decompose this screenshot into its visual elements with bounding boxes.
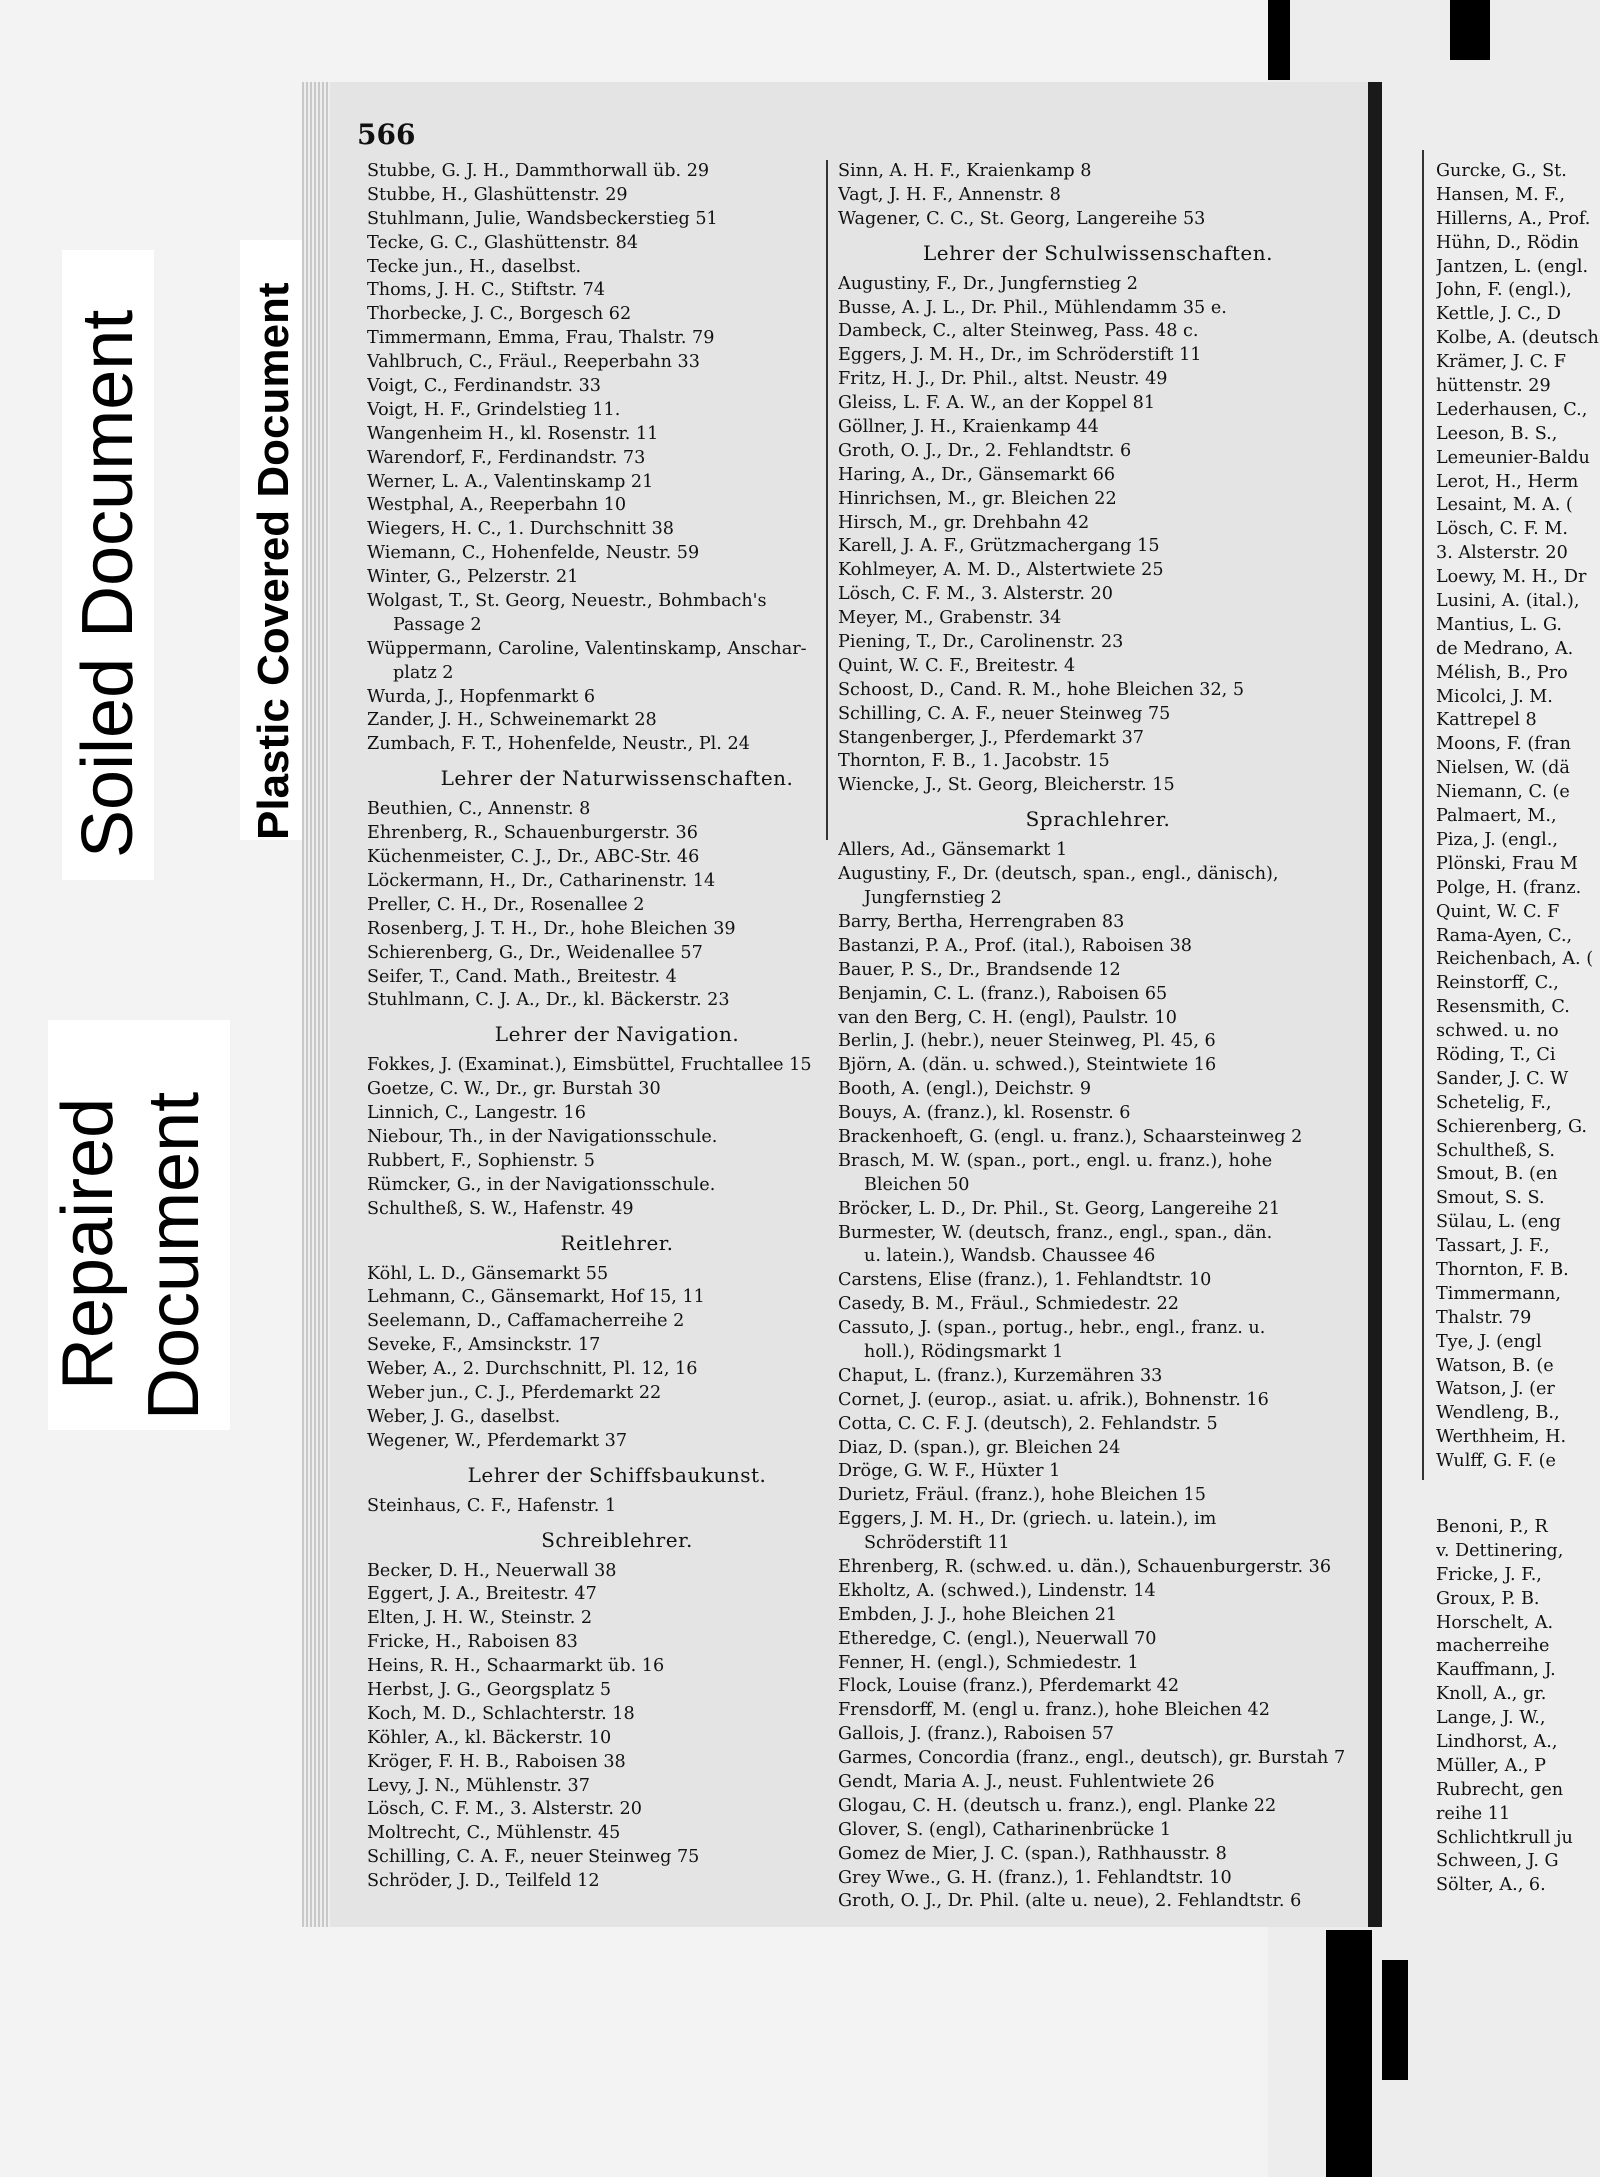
directory-entry: Preller, C. H., Dr., Rosenallee 2 — [367, 894, 645, 915]
plastic-covered-label: Plastic Covered Document — [249, 282, 298, 840]
directory-entry: Tye, J. (engl — [1436, 1331, 1542, 1352]
directory-entry: Loewy, M. H., Dr — [1436, 567, 1587, 588]
directory-entry: Wendleng, B., — [1436, 1403, 1560, 1424]
directory-entry: Watson, J. (er — [1436, 1379, 1555, 1400]
directory-entry: Müller, A., P — [1436, 1755, 1546, 1776]
directory-entry: Benjamin, C. L. (franz.), Raboisen 65 — [838, 983, 1168, 1004]
section-heading: Lehrer der Naturwissenschaften. — [440, 766, 794, 791]
directory-entry: Zumbach, F. T., Hohenfelde, Neustr., Pl. 24 — [367, 734, 750, 755]
directory-entry: Carstens, Elise (franz.), 1. Fehlandtstr. 10 — [838, 1270, 1212, 1291]
directory-entry: Lederhausen, C., — [1436, 399, 1588, 420]
directory-entry: Björn, A. (dän. u. schwed.), Steintwiete 16 — [838, 1055, 1217, 1076]
directory-entry: Bleichen 50 — [864, 1174, 970, 1195]
directory-entry: Hirsch, M., gr. Drehbahn 42 — [838, 512, 1090, 533]
black-tape-bottom-right — [1382, 1960, 1408, 2080]
directory-entry: Seifer, T., Cand. Math., Breitestr. 4 — [367, 966, 677, 987]
directory-entry: Cotta, C. C. F. J. (deutsch), 2. Fehlandstr. 5 — [838, 1413, 1218, 1434]
directory-entry: Kettle, J. C., D — [1436, 304, 1562, 325]
directory-entry: Resensmith, C. — [1436, 997, 1570, 1018]
directory-entry: Schween, J. G — [1436, 1851, 1559, 1872]
directory-entry: Lösch, C. F. M. — [1436, 519, 1568, 540]
directory-entry: Gurcke, G., St. — [1436, 161, 1567, 181]
directory-entry: Rama-Ayen, C., — [1436, 925, 1573, 946]
directory-entry: Seelemann, D., Caffamacherreihe 2 — [367, 1311, 685, 1332]
directory-entry: Mantius, L. G. — [1436, 614, 1562, 635]
directory-entry: Leeson, B. S., — [1436, 423, 1558, 444]
directory-entry: Sinn, A. H. F., Kraienkamp 8 — [838, 161, 1092, 181]
directory-entry: Ehrenberg, R., Schauenburgerstr. 36 — [367, 823, 698, 844]
directory-entry: Watson, B. (e — [1436, 1355, 1554, 1376]
directory-entry: Fenner, H. (engl.), Schmiedestr. 1 — [838, 1652, 1139, 1673]
directory-entry: Stuhlmann, Julie, Wandsbeckerstieg 51 — [367, 208, 718, 229]
directory-entry: Glogau, C. H. (deutsch u. franz.), engl. Planke 22 — [838, 1795, 1277, 1816]
directory-entry: Stangenberger, J., Pferdemarkt 37 — [838, 727, 1144, 748]
directory-entry: Eggers, J. M. H., Dr., im Schröderstift 11 — [838, 345, 1202, 366]
black-tape-top — [1268, 0, 1290, 80]
repaired-label-line2: Document — [134, 1091, 214, 1420]
directory-entry: Tassart, J. F., — [1436, 1236, 1550, 1257]
directory-entry: Weber jun., C. J., Pferdemarkt 22 — [367, 1382, 662, 1403]
directory-entry: reihe 11 — [1436, 1803, 1511, 1824]
directory-entry: Quint, W. C. F., Breitestr. 4 — [838, 655, 1076, 676]
section-heading: Lehrer der Schulwissenschaften. — [923, 240, 1273, 265]
directory-entry: Stuhlmann, C. J. A., Dr., kl. Bäckerstr. 23 — [367, 990, 730, 1011]
directory-entry: Barry, Bertha, Herrengraben 83 — [838, 911, 1125, 932]
directory-entry: Köhl, L. D., Gänsemarkt 55 — [367, 1263, 609, 1284]
directory-entry: Goetze, C. W., Dr., gr. Burstah 30 — [367, 1079, 661, 1100]
directory-entry: Glover, S. (engl), Catharinenbrücke 1 — [838, 1819, 1172, 1840]
black-tape-top-right — [1450, 0, 1490, 60]
directory-entry: Smout, B. (en — [1436, 1164, 1558, 1185]
directory-entry: Vagt, J. H. F., Annenstr. 8 — [838, 184, 1061, 205]
right-page-rule — [1422, 150, 1424, 1480]
directory-entry: Plönski, Frau M — [1436, 853, 1578, 874]
directory-entry: Cornet, J. (europ., asiat. u. afrik.), Bohnenstr. 16 — [838, 1389, 1269, 1410]
directory-entry: Durietz, Fräul. (franz.), hohe Bleichen 15 — [838, 1485, 1206, 1506]
directory-entry: Dröge, G. W. F., Hüxter 1 — [838, 1461, 1061, 1482]
directory-entry: Werthheim, H. — [1436, 1427, 1567, 1448]
directory-entry: Köhler, A., kl. Bäckerstr. 10 — [367, 1727, 612, 1748]
directory-entry: Werner, L. A., Valentinskamp 21 — [367, 471, 654, 492]
directory-entry: Eggert, J. A., Breitestr. 47 — [367, 1584, 597, 1605]
directory-entry: Thorbecke, J. C., Borgesch 62 — [367, 304, 632, 325]
directory-entry: Thornton, F. B., 1. Jacobstr. 15 — [838, 751, 1110, 772]
directory-entry: Diaz, D. (span.), gr. Bleichen 24 — [838, 1437, 1121, 1458]
page-edge — [302, 82, 330, 1927]
directory-entry: Heins, R. H., Schaarmarkt üb. 16 — [367, 1656, 665, 1677]
directory-entry: Eggers, J. M. H., Dr. (griech. u. latein.), im — [838, 1509, 1217, 1530]
directory-entry: Lösch, C. F. M., 3. Alsterstr. 20 — [838, 584, 1113, 605]
directory-entry: Warendorf, F., Ferdinandstr. 73 — [367, 447, 646, 468]
directory-entry: Wangenheim H., kl. Rosenstr. 11 — [367, 423, 659, 444]
directory-entry: Brasch, M. W. (span., port., engl. u. franz.), hohe — [838, 1150, 1273, 1171]
directory-entry: Vahlbruch, C., Fräul., Reeperbahn 33 — [367, 352, 700, 373]
directory-entry: Flock, Louise (franz.), Pferdemarkt 42 — [838, 1676, 1180, 1697]
directory-entry: Garmes, Concordia (franz., engl., deutsch), gr. Burstah 7 — [838, 1748, 1346, 1769]
directory-entry: Wiemann, C., Hohenfelde, Neustr. 59 — [367, 543, 700, 564]
directory-entry: Hühn, D., Rödin — [1436, 232, 1579, 253]
directory-entry: Göllner, J. H., Kraienkamp 44 — [838, 417, 1099, 438]
directory-entry: Etheredge, C. (engl.), Neuerwall 70 — [838, 1628, 1157, 1649]
book-gutter — [1368, 82, 1382, 1927]
directory-entry: Grey Wwe., G. H. (franz.), 1. Fehlandtstr. 10 — [838, 1867, 1232, 1888]
directory-entry: Tecke jun., H., daselbst. — [367, 256, 582, 277]
directory-entry: Groth, O. J., Dr. Phil. (alte u. neue), 2. Fehlandtstr. 6 — [838, 1891, 1302, 1912]
directory-entry: Levy, J. N., Mühlenstr. 37 — [367, 1775, 590, 1796]
directory-entry: Lehmann, C., Gänsemarkt, Hof 15, 11 — [367, 1287, 705, 1308]
directory-entry: Rubbert, F., Sophienstr. 5 — [367, 1150, 595, 1171]
directory-entry: Winter, G., Pelzerstr. 21 — [367, 567, 579, 588]
directory-entry: Schoost, D., Cand. R. M., hohe Bleichen 32, 5 — [838, 679, 1245, 700]
section-heading: Schreiblehrer. — [541, 1527, 693, 1552]
directory-entry: Fricke, H., Raboisen 83 — [367, 1632, 578, 1653]
directory-entry: Seveke, F., Amsinckstr. 17 — [367, 1335, 601, 1356]
directory-entry: v. Dettinering, — [1436, 1540, 1564, 1561]
directory-entry: Embden, J. J., hohe Bleichen 21 — [838, 1604, 1118, 1625]
directory-entry: Fritz, H. J., Dr. Phil., altst. Neustr. 49 — [838, 369, 1168, 390]
directory-entry: Karell, J. A. F., Grützmachergang 15 — [838, 536, 1160, 557]
directory-entry: Lange, J. W., — [1436, 1708, 1546, 1729]
directory-entry: Steinhaus, C. F., Hafenstr. 1 — [367, 1495, 617, 1516]
directory-entry: Wiencke, J., St. Georg, Bleicherstr. 15 — [838, 775, 1175, 796]
directory-entry: Schetelig, F., — [1436, 1092, 1552, 1113]
directory-entry: Fricke, J. F., — [1436, 1564, 1542, 1585]
directory-entry: Weber, A., 2. Durchschnitt, Pl. 12, 16 — [367, 1359, 698, 1380]
directory-entry: Lusini, A. (ital.), — [1436, 591, 1580, 612]
directory-entry: Hansen, M. F., — [1436, 184, 1565, 205]
directory-entry: Knoll, A., gr. — [1436, 1684, 1547, 1705]
directory-entry: van den Berg, C. H. (engl), Paulstr. 10 — [838, 1007, 1177, 1028]
directory-entry: Wurda, J., Hopfenmarkt 6 — [367, 686, 596, 707]
directory-entry: Lindhorst, A., — [1436, 1732, 1558, 1752]
middle-column — [838, 160, 1358, 1914]
directory-entry: Meyer, M., Grabenstr. 34 — [838, 608, 1062, 629]
directory-entry: Schröderstift 11 — [864, 1533, 1010, 1554]
directory-entry: Lerot, H., Herm — [1436, 471, 1579, 492]
directory-entry: Bauer, P. S., Dr., Brandsende 12 — [838, 959, 1121, 980]
directory-entry: Voigt, H. F., Grindelstieg 11. — [367, 399, 621, 420]
section-heading: Lehrer der Navigation. — [494, 1022, 740, 1047]
directory-entry: Thornton, F. B. — [1436, 1259, 1569, 1280]
section-heading: Lehrer der Schiffsbaukunst. — [467, 1462, 767, 1487]
directory-entry: Röding, T., Ci — [1436, 1044, 1556, 1065]
directory-entry: Ehrenberg, R. (schw.ed. u. dän.), Schauenburgerstr. 36 — [838, 1556, 1332, 1577]
soiled-document-label: Soiled Document — [68, 309, 148, 858]
directory-entry: de Medrano, A. — [1436, 638, 1574, 659]
directory-entry: Krämer, J. C. F — [1436, 352, 1566, 373]
directory-entry: Sölter, A., 6. — [1436, 1875, 1546, 1896]
directory-entry: Horschelt, A. — [1436, 1612, 1554, 1633]
directory-entry: Zander, J. H., Schweinemarkt 28 — [367, 710, 657, 731]
directory-entry: Rosenberg, J. T. H., Dr., hohe Bleichen 39 — [367, 918, 736, 939]
directory-entry: Fokkes, J. (Examinat.), Eimsbüttel, Fruchtallee 15 — [367, 1055, 812, 1076]
directory-entry: Bastanzi, P. A., Prof. (ital.), Raboisen 38 — [838, 935, 1192, 956]
directory-entry: Kohlmeyer, A. M. D., Alstertwiete 25 — [838, 560, 1164, 581]
left-column — [367, 160, 867, 1894]
directory-entry: Timmermann, Emma, Frau, Thalstr. 79 — [367, 328, 715, 349]
directory-entry: Koch, M. D., Schlachterstr. 18 — [367, 1703, 635, 1724]
directory-entry: Lesaint, M. A. ( — [1436, 495, 1573, 516]
directory-entry: John, F. (engl.), — [1436, 280, 1572, 301]
directory-entry: Rubrecht, gen — [1436, 1779, 1564, 1800]
directory-entry: Kröger, F. H. B., Raboisen 38 — [367, 1751, 626, 1772]
directory-entry: Kauffmann, J. — [1436, 1660, 1556, 1681]
directory-entry: schwed. u. no — [1436, 1021, 1559, 1042]
directory-entry: Schröder, J. D., Teilfeld 12 — [367, 1871, 600, 1892]
directory-entry: Piening, T., Dr., Carolinenstr. 23 — [838, 632, 1124, 653]
directory-entry: Moons, F. (fran — [1436, 734, 1572, 755]
directory-entry: Dambeck, C., alter Steinweg, Pass. 48 c. — [838, 321, 1199, 342]
directory-entry: Jungfernstieg 2 — [864, 888, 1002, 909]
directory-entry: Timmermann, — [1436, 1283, 1561, 1304]
directory-entry: Schultheß, S. — [1436, 1140, 1555, 1161]
directory-entry: Schierenberg, G. — [1436, 1116, 1587, 1137]
directory-entry: u. latein.), Wandsb. Chaussee 46 — [864, 1246, 1156, 1267]
directory-entry: Busse, A. J. L., Dr. Phil., Mühlendamm 35 e. — [838, 297, 1227, 318]
section-gap — [1436, 1474, 1600, 1516]
directory-entry: Augustiny, F., Dr. (deutsch, span., engl., dänisch), — [838, 864, 1279, 885]
directory-entry: Hinrichsen, M., gr. Bleichen 22 — [838, 488, 1117, 509]
directory-entry: Tecke, G. C., Glashüttenstr. 84 — [367, 232, 639, 253]
directory-entry: Quint, W. C. F — [1436, 901, 1560, 922]
directory-entry: Wolgast, T., St. Georg, Neuestr., Bohmbach's — [367, 591, 767, 612]
directory-entry: Niebour, Th., in der Navigationsschule. — [367, 1126, 718, 1147]
directory-entry: Wegener, W., Pferdemarkt 37 — [367, 1430, 628, 1451]
directory-entry: Polge, H. (franz. — [1436, 877, 1582, 898]
directory-entry: Haring, A., Dr., Gänsemarkt 66 — [838, 464, 1116, 485]
directory-entry: Bröcker, L. D., Dr. Phil., St. Georg, Langereihe 21 — [838, 1198, 1281, 1219]
directory-entry: Jantzen, L. (engl. — [1436, 256, 1589, 277]
directory-entry: Westphal, A., Reeperbahn 10 — [367, 495, 627, 516]
directory-entry: Nielsen, W. (dä — [1436, 758, 1570, 779]
directory-entry: Groux, P. B. — [1436, 1588, 1540, 1609]
directory-entry: Rümcker, G., in der Navigationsschule. — [367, 1174, 716, 1195]
directory-entry: Wulff, G. F. (e — [1436, 1451, 1556, 1472]
directory-entry: hüttenstr. 29 — [1436, 376, 1551, 397]
directory-entry: Reichenbach, A. ( — [1436, 949, 1594, 970]
right-page-column — [1436, 160, 1600, 1898]
directory-entry: Piza, J. (engl., — [1436, 829, 1558, 850]
directory-entry: Stubbe, H., Glashüttenstr. 29 — [367, 184, 628, 205]
directory-entry: Hillerns, A., Prof. — [1436, 208, 1591, 229]
directory-entry: Kolbe, A. (deutsch — [1436, 328, 1599, 349]
directory-entry: Schlichtkrull ju — [1436, 1827, 1573, 1848]
directory-entry: Ekholtz, A. (schwed.), Lindenstr. 14 — [838, 1580, 1156, 1601]
directory-entry: Schilling, C. A. F., neuer Steinweg 75 — [367, 1847, 700, 1868]
directory-entry: Stubbe, G. J. H., Dammthorwall üb. 29 — [367, 161, 710, 181]
directory-entry: Smout, S. S. — [1436, 1188, 1545, 1209]
directory-entry: Kattrepel 8 — [1436, 710, 1537, 731]
black-tape-bottom — [1326, 1930, 1372, 2177]
directory-entry: Burmester, W. (deutsch, franz., engl., span., dän. — [838, 1222, 1273, 1243]
directory-entry: Groth, O. J., Dr., 2. Fehlandtstr. 6 — [838, 440, 1132, 461]
repaired-label-line1: Repaired — [48, 1097, 128, 1390]
directory-entry: Benoni, P., R — [1436, 1516, 1548, 1537]
directory-entry: Niemann, C. (e — [1436, 782, 1570, 803]
directory-entry: Lemeunier-Baldu — [1436, 447, 1590, 468]
page-number: 566 — [357, 118, 416, 151]
directory-entry: Booth, A. (engl.), Deichstr. 9 — [838, 1079, 1092, 1100]
directory-entry: Beuthien, C., Annenstr. 8 — [367, 799, 591, 820]
directory-entry: Allers, Ad., Gänsemarkt 1 — [838, 840, 1068, 861]
directory-entry: Küchenmeister, C. J., Dr., ABC-Str. 46 — [367, 847, 700, 868]
directory-entry: Voigt, C., Ferdinandstr. 33 — [367, 376, 601, 397]
directory-entry: Lösch, C. F. M., 3. Alsterstr. 20 — [367, 1799, 642, 1820]
directory-entry: Gomez de Mier, J. C. (span.), Rathhausstr. 8 — [838, 1843, 1227, 1864]
directory-entry: Brackenhoeft, G. (engl. u. franz.), Schaarsteinweg 2 — [838, 1126, 1303, 1147]
directory-entry: Palmaert, M., — [1436, 806, 1557, 827]
section-heading: Reitlehrer. — [560, 1230, 674, 1255]
directory-entry: Cassuto, J. (span., portug., hebr., engl., franz. u. — [838, 1318, 1266, 1339]
directory-entry: Chaput, L. (franz.), Kurzemähren 33 — [838, 1365, 1163, 1386]
directory-entry: Gendt, Maria A. J., neust. Fuhlentwiete 26 — [838, 1772, 1215, 1792]
directory-entry: Frensdorff, M. (engl u. franz.), hohe Bleichen 42 — [838, 1700, 1270, 1721]
directory-entry: Schultheß, S. W., Hafenstr. 49 — [367, 1198, 634, 1219]
directory-entry: Micolci, J. M. — [1436, 686, 1553, 707]
directory-entry: Casedy, B. M., Fräul., Schmiedestr. 22 — [838, 1294, 1179, 1315]
section-heading: Sprachlehrer. — [1025, 807, 1171, 832]
directory-entry: Wagener, C. C., St. Georg, Langereihe 53 — [838, 208, 1206, 229]
directory-entry: Sander, J. C. W — [1436, 1068, 1569, 1089]
directory-entry: Becker, D. H., Neuerwall 38 — [367, 1560, 617, 1581]
directory-entry: Berlin, J. (hebr.), neuer Steinweg, Pl. 45, 6 — [838, 1031, 1216, 1052]
directory-entry: 3. Alsterstr. 20 — [1436, 543, 1568, 564]
directory-entry: Gleiss, L. F. A. W., an der Koppel 81 — [838, 393, 1156, 414]
directory-entry: Reinstorff, C., — [1436, 973, 1559, 994]
directory-entry: Schilling, C. A. F., neuer Steinweg 75 — [838, 703, 1171, 724]
directory-entry: Weber, J. G., daselbst. — [367, 1406, 561, 1427]
directory-entry: Mélish, B., Pro — [1436, 662, 1568, 683]
directory-entry: Passage 2 — [393, 614, 482, 635]
directory-entry: Thoms, J. H. C., Stiftstr. 74 — [367, 280, 606, 301]
directory-entry: Elten, J. H. W., Steinstr. 2 — [367, 1608, 593, 1629]
directory-entry: Wiegers, H. C., 1. Durchschnitt 38 — [367, 519, 674, 540]
directory-entry: Gallois, J. (franz.), Raboisen 57 — [838, 1724, 1114, 1745]
directory-entry: platz 2 — [393, 662, 454, 683]
directory-entry: Moltrecht, C., Mühlenstr. 45 — [367, 1823, 621, 1844]
directory-entry: Wüppermann, Caroline, Valentinskamp, Anschar- — [367, 638, 807, 659]
directory-entry: Thalstr. 79 — [1436, 1307, 1532, 1328]
directory-entry: macherreihe — [1436, 1636, 1550, 1657]
directory-entry: Bouys, A. (franz.), kl. Rosenstr. 6 — [838, 1103, 1131, 1124]
directory-entry: Schierenberg, G., Dr., Weidenallee 57 — [367, 942, 703, 963]
directory-entry: Augustiny, F., Dr., Jungfernstieg 2 — [838, 273, 1138, 294]
directory-entry: Löckermann, H., Dr., Catharinenstr. 14 — [367, 870, 716, 891]
directory-entry: Sülau, L. (eng — [1436, 1212, 1561, 1233]
directory-entry: Herbst, J. G., Georgsplatz 5 — [367, 1679, 612, 1700]
directory-entry: Linnich, C., Langestr. 16 — [367, 1103, 586, 1124]
directory-entry: holl.), Rödingsmarkt 1 — [864, 1341, 1064, 1362]
